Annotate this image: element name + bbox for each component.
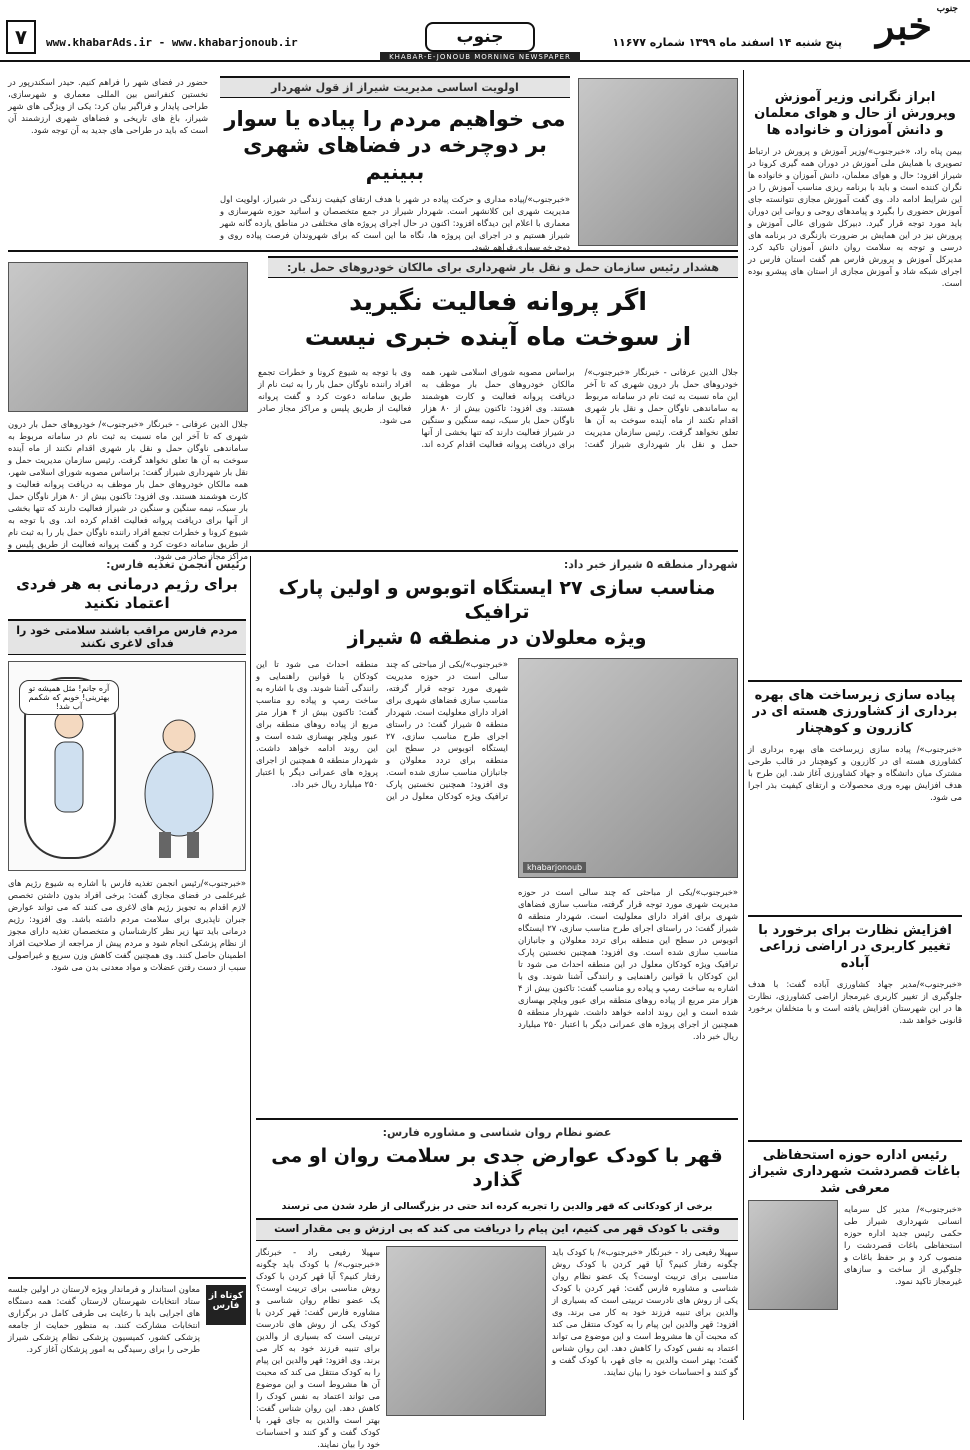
right-column-story-3 — [748, 915, 962, 1135]
story-continuation: جلال الدین عرفانی - خبرنگار «خبرجنوب»/ خودروهای حمل بار درون شهری که تا آخر این ماه نسبت به ثبت نام در سامانه مربوط به ساماندهی ناوگان حمل و نقل بار شهری اقدام نکنند از ماه آینده سوخت به آن ها تعلق نخواهد گرفت. رئیس سازمان مدیریت حمل و نقل بار شهرداری شیراز گفت: براساس مصوبه شورای اسلامی شهر، همه مالکان خودروهای حمل بار موظف به دریافت پروانه فعالیت و کارت هوشمند هستند. وی افزود: تاکنون بیش از ۸۰ هزار ناوگان حمل بار سبک، نیمه سنگین و سنگین در شیراز فعالیت دارند که تنها بخشی از آنها برای دریافت پروانه فعالیت اقدام کرده اند. وی با توجه به شیوع کرونا و خطرات تجمع افراد راننده ناوگان حمل بار را به ثبت نام از طریق سامانه دعوت کرد و گفت پروانه فعالیت از طریق پلیس و مراکز مجاز صادر می شود. — [8, 419, 248, 561]
news-in-brief-box — [8, 1277, 246, 1447]
official-portrait-photo — [748, 1200, 838, 1310]
newspaper-logo — [848, 4, 960, 48]
story-body: «خبرجنوب»/پیاده مداری و حرکت پیاده در شهر با هدف ارتقای کیفیت زندگی در شیراز، اولویت اول مدیریت شهری این کلانشهر است. شهردار شیراز در جمع متخصصان و اساتید حوزه شهرسازی و معماری با اعلام این دیدگاه افزود: اکنون در حال اجرای پروژه های مختلفی در مناطق یازده گانه شهر شیراز هستیم و در اجرای این پروژه ها، نگاه ما این است که برای شهروندان فرصت پیاده روی و دوچرخه سواری فراهم شود. — [220, 193, 570, 252]
story-title-line-2: ویژه معلولان در منطقه ۵ شیراز — [347, 626, 647, 649]
story-subtitle: مردم فارس مراقب باشند سلامتی خود را فدای لاغری نکنند — [8, 619, 246, 656]
child-photo — [386, 1246, 546, 1416]
section-label: جنوب — [425, 22, 535, 52]
story-body: سهیلا رفیعی راد - خبرنگار «خبرجنوب»/ با کودک باید چگونه رفتار کنیم؟ آیا قهر کردن با کودک روش مناسبی برای تربیت اوست؟ یک عضو نظام روان شناسی و مشاوره فارس گفت: قهر کردن با کودک یکی از روش های نادرست تربیتی است که بسیاری از والدین برای تنبیه فرزند خود به کار می برند. وی افزود: قهر والدین این پیام را به کودک منتقل می کند که محبت آن ها مشروط است و این موضوع می تواند اعتماد به نفس کودک را کاهش دهد. این روان شناس گفت: بهتر است والدین به جای قهر، با کودک گفت و گو کنند و احساسات خود را بیان نمایند. — [552, 1247, 738, 1377]
right-column-story-2 — [748, 680, 962, 840]
logo-subtitle: جنوب — [936, 4, 958, 14]
story-title: می خواهیم مردم را پیاده یا سوار بر دوچرخه در فضاهای شهری ببینیم — [224, 107, 566, 184]
story-body: «خبرجنوب»/مدیر جهاد کشاورزی آباده گفت: با هدف جلوگیری از تغییر کاربری غیرمجاز اراضی کشاورزی، نظارت ها در این شهرستان افزایش یافته است و با متخلفان برخورد قانونی خواهد شد. — [748, 978, 962, 1025]
story-body: بیمن پناه راد، «خبرجنوب»/وزیر آموزش و پرورش در ارتباط تصویری با همایش ملی آموزش در دوران همه گیری کرونا در شیراز افزود: حال و هوای معلمان، دانش آموزان و خانواده ها نگران کننده است و باید با برنامه ریزی مناسب آموزش را در این شرایط ادامه داد. وی گفت آموزش مجازی نتوانسته جای آموزش حضوری را بگیرد و پیامدهای روحی و روانی این دوران باید مورد توجه قرار گیرد. دبیرکل شورای عالی آموزش و پرورش نیز در این همایش بر ضرورت بازنگری در برنامه های درسی و توجه به سلامت روان دانش آموزان تاکید کرد. مدیرکل آموزش و پرورش فارس هم گفت استان فارس در اجرای شبکه شاد و آموزش مجازی از استان های پیشرو بوده است. — [748, 145, 962, 288]
story-kicker: اولویت اساسی مدیریت شیراز از قول شهردار — [220, 76, 570, 98]
cartoon-speech-bubble: آره جانم! مثل همیشه تو بهترینی! خوبم که شکمم آب شد! — [19, 680, 119, 715]
story-kicker: رئیس انجمن تغذیه فارس: — [106, 558, 246, 571]
bus-station-story — [256, 558, 738, 1120]
right-column-story-4 — [748, 1140, 962, 1420]
story-title: پیاده سازی زیرساخت های بهره برداری از کشاورزی هسته ای در کازرون و کوهچنار — [748, 680, 962, 737]
page-number: ۷ — [6, 20, 36, 54]
story-kicker: شهردار منطقه ۵ شیراز خبر داد: — [563, 558, 738, 571]
story-continuation: «خبرجنوب»/یکی از مباحثی که چند سالی است در حوزه مدیریت شهری مورد توجه قرار گرفته، مناسب سازی فضاهای شهری برای افراد دارای معلولیت است. شهردار منطقه ۵ شیراز گفت: در راستای اجرای طرح مناسب سازی، ۲۷ ایستگاه اتوبوس در سطح این منطقه برای تردد معلولان و جانبازان مناسب سازی شده است. وی افزود: همچنین نخستین پارک ترافیک ویژه کودکان معلول در این منطقه احداث می شود تا این کودکان با قوانین راهنمایی و رانندگی آشنا شوند. وی با اشاره به ساخت رمپ و پیاده رو مناسب گفت: تاکنون بیش از ۴ هزار متر مربع از پیاده روهای منطقه برای عبور ویلچر بهسازی شده است و این روند ادامه خواهد داشت. شهردار منطقه ۵ همچنین از اجرای پروژه های عمرانی دیگر با اعتبار ۲۵۰ میلیارد ریال خبر داد. — [518, 887, 738, 1041]
english-banner: KHABAR-E-JONOUB MORNING NEWSPAPER — [380, 52, 580, 62]
story-strapline-1: برخی از کودکانی که قهر والدین را تجربه کرده اند حتی در بزرگسالی از طرد شدن می ترسند — [281, 1200, 713, 1212]
issue-date-line: پنج شنبه ۱۴ اسفند ماه ۱۳۹۹ شماره ۱۱۶۷۷ — [612, 36, 842, 49]
top-story — [8, 72, 738, 252]
brief-box-label: کوتاه از فارس — [206, 1285, 246, 1325]
story-title: برای رژیم درمانی به هر فردی اعتماد نکنید — [16, 575, 238, 612]
masthead — [0, 0, 970, 62]
story-body: «خبرجنوب»/یکی از مباحثی که چند سالی است در حوزه مدیریت شهری مورد توجه قرار گرفته، مناسب سازی فضاهای شهری برای افراد دارای معلولیت است. شهردار منطقه ۵ شیراز گفت: در راستای اجرای طرح مناسب سازی، ۲۷ ایستگاه اتوبوس در سطح این منطقه برای تردد معلولان و جانبازان مناسب سازی شده است. وی افزود: همچنین نخستین پارک ترافیک ویژه کودکان معلول در این منطقه احداث می شود تا این کودکان با قوانین راهنمایی و رانندگی آشنا شوند. وی با اشاره به ساخت رمپ و پیاده رو مناسب گفت: تاکنون بیش از ۴ هزار متر مربع از پیاده روهای منطقه برای عبور ویلچر بهسازی شده است و این روند ادامه خواهد داشت. شهردار منطقه ۵ همچنین از اجرای پروژه های عمرانی دیگر با اعتبار ۲۵۰ میلیارد ریال خبر داد. — [256, 659, 508, 801]
story-continuation: حضور در فضای شهر را فراهم کنیم. حیدر اسکندرپور در نخستین کنفرانس بین المللی معماری و شهرسازی، طراحی پایدار و فراگیر بیان کرد: یکی از ویژگی های شهر شیراز، باغ های تاریخی و فضاهای شهری ارزشمند آن است که باید در طراحی های جدید به آن توجه شود. — [8, 77, 208, 135]
truck-license-story — [8, 256, 738, 561]
column-divider — [250, 556, 251, 1420]
story-title-line-2: از سوخت ماه آینده خبری نیست — [304, 322, 692, 352]
mayor-photo — [578, 78, 738, 246]
story-title: ابراز نگرانی وزیر آموزش وپرورش از حال و هوای معلمان و دانش آموزان و خانواده ها — [754, 90, 956, 138]
child-psychology-story — [256, 1126, 738, 1449]
story-body: جلال الدین عرفانی - خبرنگار «خبرجنوب»/ خودروهای حمل بار درون شهری که تا آخر این ماه نسبت به ثبت نام در سامانه مربوط به ساماندهی ناوگان حمل و نقل بار شهری اقدام نکنند از ماه آینده سوخت به آن ها تعلق نخواهد گرفت. رئیس سازمان مدیریت حمل و نقل بار شهرداری شیراز گفت: براساس مصوبه شورای اسلامی شهر، همه مالکان خودروهای حمل بار موظف به دریافت پروانه فعالیت و کارت هوشمند هستند. وی افزود: تاکنون بیش از ۸۰ هزار ناوگان حمل بار سبک، نیمه سنگین و سنگین در شیراز فعالیت دارند که تنها بخشی از آنها برای دریافت پروانه فعالیت اقدام کرده اند. وی با توجه به شیوع کرونا و خطرات تجمع افراد راننده ناوگان حمل بار را به ثبت نام از طریق سامانه دعوت کرد و گفت پروانه فعالیت از طریق پلیس و مراکز مجاز صادر می شود. — [258, 367, 738, 449]
story-title: رئیس اداره حوزه استحفاظی باغات قصردشت شهرداری شیراز معرفی شد — [748, 1140, 962, 1197]
diet-story — [8, 558, 246, 1420]
brief-box-body: معاون استاندار و فرماندار ویژه لارستان در اولین جلسه ستاد انتخابات شهرستان لارستان گفت: همه دستگاه های اجرایی باید با رعایت بی طرفی کامل در برگزاری انتخابات مشارکت کنند. به منظور حمایت از جامعه پزشکی کشور، کمیسیون پزشکی نظام پزشکی شیراز طرحی را برای رسیدگی به امور پزشکان آغاز کرد. — [8, 1284, 200, 1354]
story-title: قهر با کودک عوارض جدی بر سلامت روان او می گذارد — [271, 1145, 723, 1191]
story-title-line-1: مناسب سازی ۲۷ ایستگاه اتوبوس و اولین پارک ترافیک — [278, 577, 716, 623]
logo-text: خبر — [876, 3, 932, 48]
official-portrait-photo — [8, 262, 248, 412]
story-kicker: عضو نظام روان شناسی و مشاوره فارس: — [382, 1126, 612, 1139]
website-links[interactable]: www.khabarAds.ir - www.khabarjonoub.ir — [46, 36, 298, 49]
mirror-cartoon — [8, 661, 246, 871]
story-title-line-1: اگر پروانه فعالیت نگیرید — [349, 287, 647, 316]
story-body: «خبرجنوب»/ مدیر کل سرمایه انسانی شهرداری شیراز طی حکمی رئیس جدید اداره حوزه استحفاظی باغات قصردشت را منصوب کرد و بر حفظ باغات و جلوگیری از ساخت و سازهای غیرمجاز تاکید نمود. — [844, 1203, 962, 1286]
wheelchair-bus-photo — [518, 658, 738, 878]
story-body: «خبرجنوب»/ پیاده سازی زیرساخت های بهره برداری از کشاورزی هسته ای در کازرون و کوهچنار در قالب طرحی مشترک میان دانشگاه و جهاد کشاورزی آغاز شد. این طرح با هدف افزایش بهره وری محصولات و ارتقای کیفیت بذر اجرا می شود. — [748, 743, 962, 802]
story-strapline-2: وقتی با کودک قهر می کنیم، این پیام را دریافت می کند که بی ارزش و بی مقدار است — [256, 1218, 738, 1240]
column-divider — [743, 70, 744, 1420]
story-kicker: هشدار رئیس سازمان حمل و نقل بار شهرداری برای مالکان خودروهای حمل بار: — [268, 256, 738, 278]
photo-credit: khabarjonoub — [523, 862, 586, 873]
story-continuation: سهیلا رفیعی راد - خبرنگار «خبرجنوب»/ با کودک باید چگونه رفتار کنیم؟ آیا قهر کردن با کودک روش مناسبی برای تربیت اوست؟ یک عضو نظام روان شناسی و مشاوره فارس گفت: قهر کردن با کودک یکی از روش های نادرست تربیتی است که بسیاری از والدین برای تنبیه فرزند خود به کار می برند. وی افزود: قهر والدین این پیام را به کودک منتقل می کند که محبت آن ها مشروط است و این موضوع می تواند اعتماد به نفس کودک را کاهش دهد. این روان شناس گفت: بهتر است والدین به جای قهر، با کودک گفت و گو کنند و احساسات خود را بیان نمایند. — [256, 1247, 380, 1449]
story-title: افزایش نظارت برای برخورد با تغییر کاربری در اراضی زراعی آباده — [748, 915, 962, 972]
story-body: «خبرجنوب»/رئیس انجمن تغذیه فارس با اشاره به شیوع رژیم های غیرعلمی در فضای مجازی گفت: برخی افراد بدون داشتن تخصص لازم اقدام به تجویز رژیم های لاغری می کنند که می تواند عوارض جبران ناپذیری برای سلامت مردم داشته باشد. وی افزود: رژیم درمانی باید تنها زیر نظر کارشناسان و متخصصان تغذیه دارای مجوز از نظام پزشکی انجام شود و مردم پیش از مراجعه از صلاحیت افراد اطمینان حاصل کنند. وی همچنین گفت کاهش وزن سریع و غیراصولی سبب از دست رفتن عضلات و مواد معدنی بدن می شود. — [8, 878, 246, 972]
